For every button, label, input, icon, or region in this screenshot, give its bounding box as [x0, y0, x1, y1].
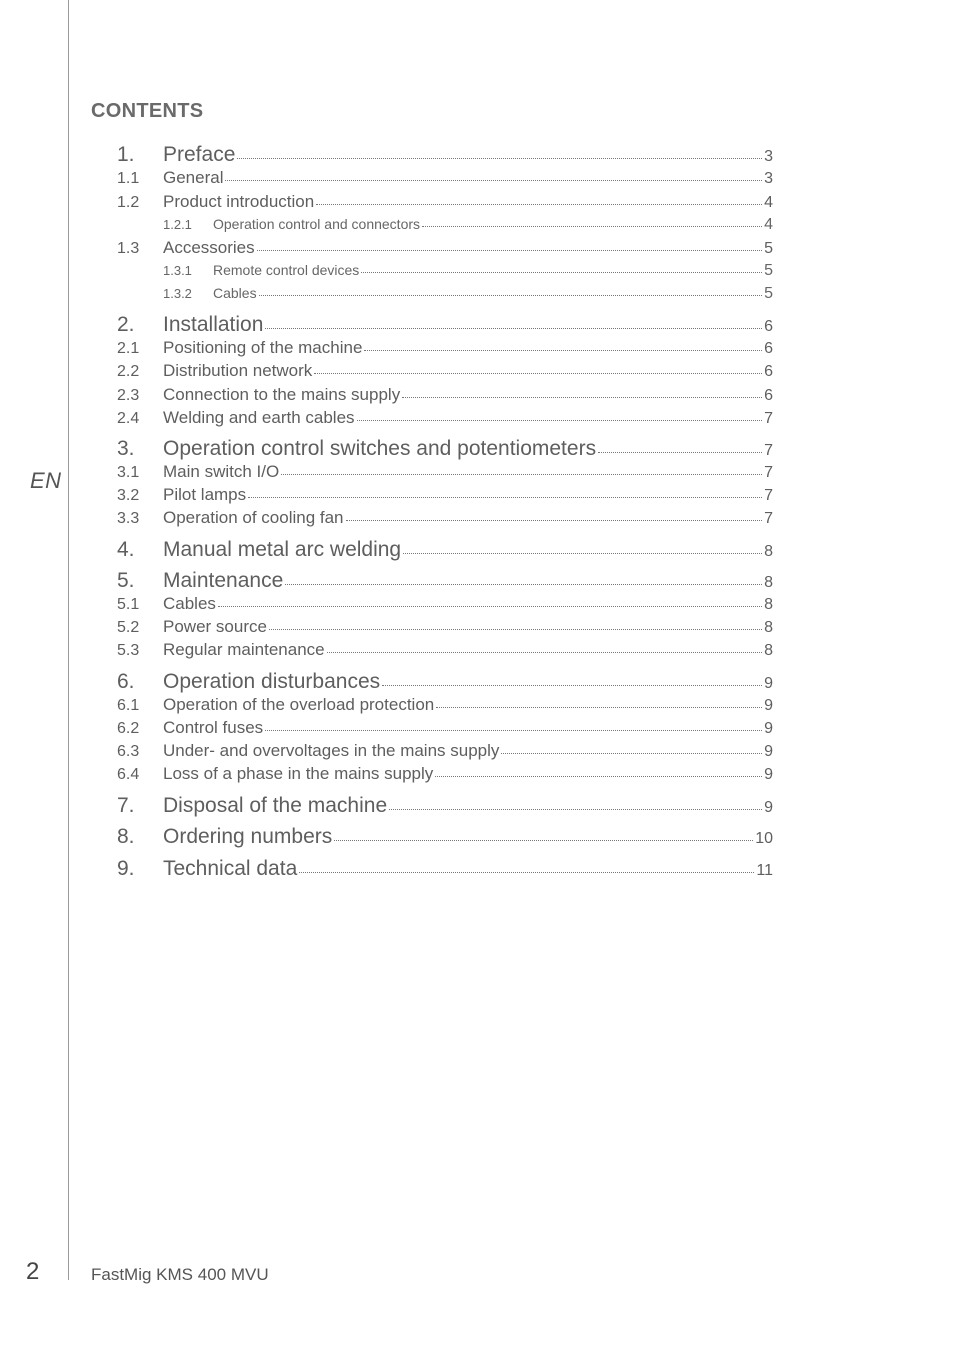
toc-entry[interactable] [117, 285, 773, 303]
toc-entry-number: 5.1 [117, 596, 140, 613]
toc-entry-number: 1.2.1 [163, 217, 192, 232]
toc-entry-page: 7 [764, 442, 773, 459]
toc-entry-number: 7. [117, 794, 135, 817]
toc-entry-page: 9 [764, 675, 773, 692]
toc-entry-label[interactable]: Technical data [163, 857, 298, 880]
dot-leader [422, 225, 762, 227]
toc-entry[interactable] [117, 640, 773, 660]
footer-divider [68, 1262, 69, 1280]
dot-leader [327, 651, 762, 653]
toc-entry[interactable] [117, 508, 773, 528]
toc-entry-page: 7 [764, 487, 773, 504]
dot-leader [436, 706, 762, 708]
toc-entry[interactable] [117, 857, 773, 881]
toc-entry[interactable] [117, 485, 773, 505]
dot-leader [501, 752, 762, 754]
dot-leader [357, 419, 763, 421]
dot-leader [314, 372, 762, 374]
page-title: CONTENTS [91, 100, 204, 122]
toc-entry-label[interactable]: Main switch I/O [163, 462, 280, 481]
toc-entry-page: 4 [764, 216, 773, 233]
dot-leader [265, 729, 762, 731]
toc-entry-number: 4. [117, 538, 135, 561]
dot-leader [265, 327, 762, 329]
toc-entry-number: 3.2 [117, 487, 140, 504]
language-label: EN [30, 468, 62, 493]
toc-entry-label[interactable]: Cables [213, 285, 257, 301]
dot-leader [598, 451, 762, 453]
toc-entry-number: 1.2 [117, 194, 140, 211]
toc-entry-label[interactable]: Remote control devices [213, 262, 360, 278]
toc-entry[interactable] [117, 741, 773, 761]
toc-entry-page: 9 [764, 799, 773, 816]
toc-entry-label[interactable]: Accessories [163, 238, 255, 257]
toc-entry-page: 8 [764, 642, 773, 659]
toc-entry-label[interactable]: Operation of cooling fan [163, 508, 344, 527]
toc-entry-page: 8 [764, 543, 773, 560]
toc-entry-number: 2. [117, 313, 135, 336]
toc-entry-page: 5 [764, 262, 773, 279]
toc-entry-label[interactable]: Welding and earth cables [163, 408, 355, 427]
dot-leader [218, 605, 762, 607]
dot-leader [269, 628, 762, 630]
dot-leader [257, 249, 762, 251]
toc-entry-number: 1.3 [117, 240, 140, 257]
toc-entry-page: 8 [764, 596, 773, 613]
toc-entry-number: 3. [117, 437, 135, 460]
toc-entry-number: 3.1 [117, 464, 140, 481]
dot-leader [435, 775, 762, 777]
toc-entry-page: 6 [764, 363, 773, 380]
footer-product-name: FastMig KMS 400 MVU [91, 1265, 269, 1284]
toc-entry-number: 6.2 [117, 720, 140, 737]
toc-entry-label[interactable]: General [163, 168, 224, 187]
toc-entry-label[interactable]: Disposal of the machine [163, 794, 388, 817]
toc-entry-page: 6 [764, 318, 773, 335]
dot-leader [299, 871, 754, 873]
toc-entry-label[interactable]: Operation control switches and potentiometers [163, 437, 597, 460]
toc-entry-number: 1.3.1 [163, 263, 192, 278]
dot-leader [402, 396, 762, 398]
toc-entry[interactable] [117, 794, 773, 818]
toc-entry-page: 9 [764, 743, 773, 760]
toc-entry-label[interactable]: Installation [163, 313, 264, 336]
toc-entry-number: 8. [117, 825, 135, 848]
toc-entry-label[interactable]: Maintenance [163, 569, 284, 592]
dot-leader [403, 552, 762, 554]
toc-entry-label[interactable]: Operation of the overload protection [163, 695, 435, 714]
toc-entry[interactable] [117, 825, 773, 849]
toc-entry[interactable] [117, 216, 773, 234]
toc-entry-page: 9 [764, 697, 773, 714]
toc-entry-number: 5.2 [117, 619, 140, 636]
toc-entry[interactable] [117, 764, 773, 784]
dot-leader [248, 496, 762, 498]
dot-leader [334, 839, 753, 841]
toc-entry-page: 8 [764, 619, 773, 636]
toc-entry[interactable] [117, 338, 773, 358]
toc-entry-number: 2.1 [117, 340, 140, 357]
toc-entry[interactable] [117, 385, 773, 405]
toc-entry-label[interactable]: Manual metal arc welding [163, 538, 402, 561]
toc-entry-label[interactable]: Under- and overvoltages in the mains supply [163, 741, 500, 760]
toc-entry[interactable] [117, 617, 773, 637]
toc-entry-page: 6 [764, 340, 773, 357]
toc-entry-page: 5 [764, 240, 773, 257]
toc-entry[interactable] [117, 192, 773, 212]
toc-entry-number: 6.1 [117, 697, 140, 714]
toc-entry-number: 1.3.2 [163, 286, 192, 301]
toc-entry-label[interactable]: Cables [163, 594, 216, 613]
toc-entry-label[interactable]: Regular maintenance [163, 640, 325, 659]
toc-entry-page: 9 [764, 720, 773, 737]
toc-entry-page: 10 [755, 830, 773, 847]
toc-entry-number: 6. [117, 670, 135, 693]
toc-entry-page: 3 [764, 170, 773, 187]
dot-leader [237, 157, 762, 159]
toc-entry-page: 7 [764, 510, 773, 527]
toc-entry-number: 2.4 [117, 410, 140, 427]
toc-entry-page: 7 [764, 410, 773, 427]
dot-leader [389, 808, 762, 810]
toc-entry[interactable] [117, 594, 773, 614]
toc-entry[interactable] [117, 718, 773, 738]
toc-entry[interactable] [117, 361, 773, 381]
dot-leader [382, 684, 762, 686]
toc-entry[interactable] [117, 408, 773, 428]
toc-entry-page: 9 [764, 766, 773, 783]
toc-entry[interactable] [117, 168, 773, 188]
toc-entry-number: 2.3 [117, 387, 140, 404]
toc-entry-label[interactable]: Operation control and connectors [213, 216, 421, 232]
toc-entry-number: 5. [117, 569, 135, 592]
toc-entry-number: 3.3 [117, 510, 140, 527]
dot-leader [225, 179, 762, 181]
toc-entry[interactable] [117, 462, 773, 482]
toc-entry-label[interactable]: Ordering numbers [163, 825, 333, 848]
toc-entry[interactable] [117, 695, 773, 715]
toc-entry-page: 6 [764, 387, 773, 404]
toc-entry-page: 8 [764, 574, 773, 591]
toc-entry-label[interactable]: Connection to the mains supply [163, 385, 401, 404]
toc-entry-label[interactable]: Loss of a phase in the mains supply [163, 764, 434, 783]
toc-entry[interactable] [117, 437, 773, 461]
toc-entry[interactable] [117, 262, 773, 280]
toc-entry-number: 5.3 [117, 642, 140, 659]
dot-leader [259, 294, 763, 296]
toc-entry[interactable] [117, 569, 773, 593]
toc-entry[interactable] [117, 238, 773, 258]
toc-entry[interactable] [117, 143, 773, 167]
toc-entry-number: 1.1 [117, 170, 140, 187]
dot-leader [346, 519, 763, 521]
toc-entry-page: 5 [764, 285, 773, 302]
toc-entry-page: 3 [764, 148, 773, 165]
left-margin-rule [68, 0, 69, 1280]
toc-entry-label[interactable]: Control fuses [163, 718, 264, 737]
footer-page-number: 2 [26, 1258, 40, 1285]
toc-entry-label[interactable]: Preface [163, 143, 236, 166]
dot-leader [281, 473, 762, 475]
dot-leader [316, 203, 762, 205]
toc-entry[interactable] [117, 670, 773, 694]
toc-entry-page: 4 [764, 194, 773, 211]
toc-entry-label[interactable]: Power source [163, 617, 267, 636]
toc-entry-page: 11 [756, 862, 773, 879]
toc-entry-number: 6.4 [117, 766, 140, 783]
toc-entry-number: 6.3 [117, 743, 140, 760]
toc-entry[interactable] [117, 313, 773, 337]
toc-entry-number: 9. [117, 857, 135, 880]
dot-leader [364, 349, 762, 351]
toc-entry-label[interactable]: Distribution network [163, 361, 313, 380]
toc-entry[interactable] [117, 538, 773, 562]
toc-entry-label[interactable]: Pilot lamps [163, 485, 247, 504]
toc-entry-label[interactable]: Positioning of the machine [163, 338, 363, 357]
toc-entry-label[interactable]: Product introduction [163, 192, 315, 211]
toc-entry-number: 1. [117, 143, 135, 166]
toc-entry-label[interactable]: Operation disturbances [163, 670, 381, 693]
dot-leader [361, 271, 762, 273]
toc-entry-page: 7 [764, 464, 773, 481]
toc-entry-number: 2.2 [117, 363, 140, 380]
dot-leader [285, 583, 762, 585]
